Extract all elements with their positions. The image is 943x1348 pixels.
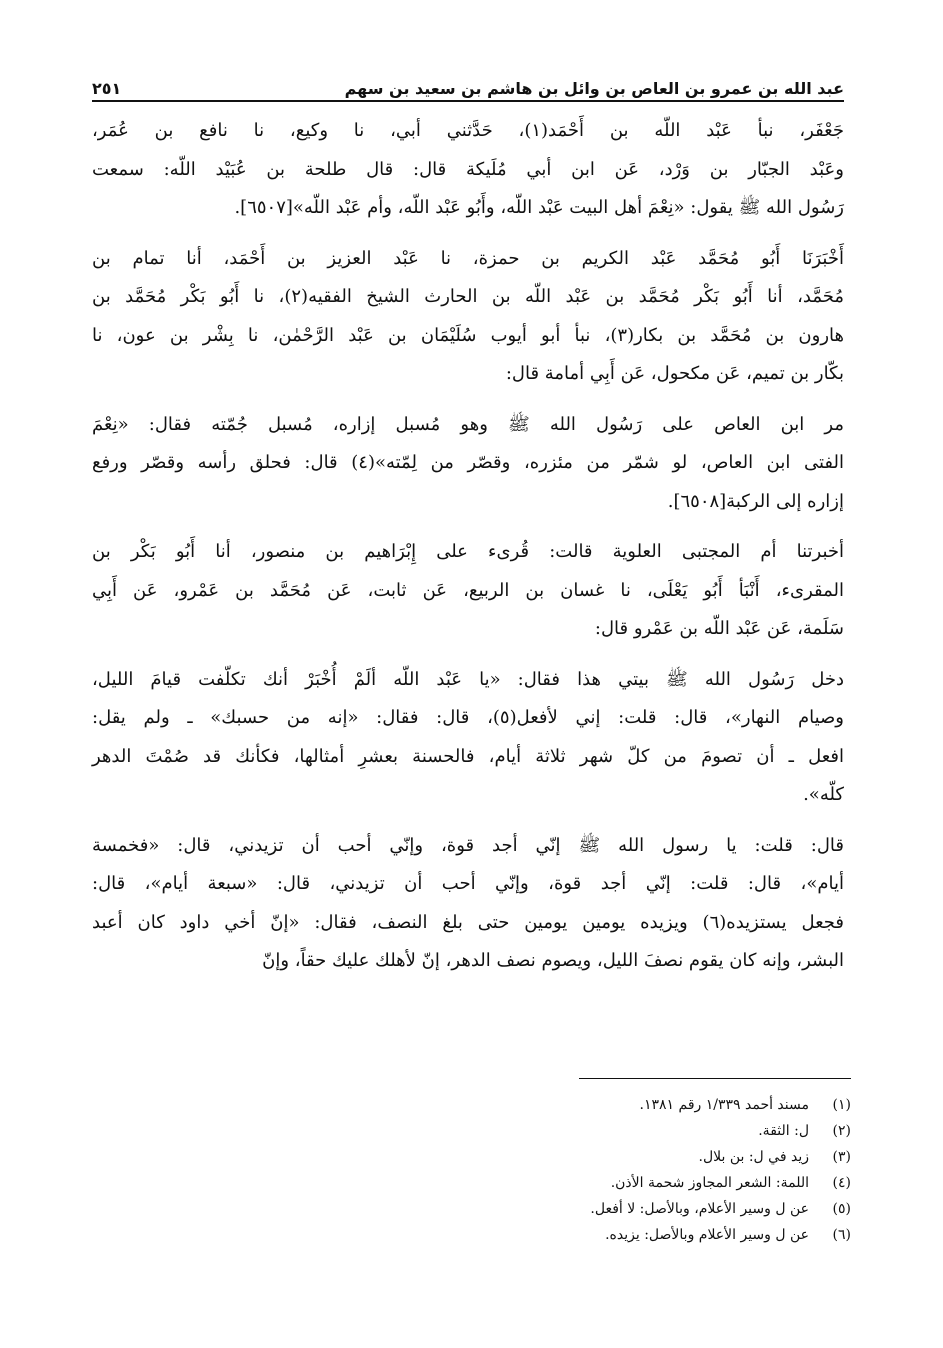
footnote-text: زيد في ل: بن بلال. xyxy=(698,1149,809,1165)
footnote-number: (١) xyxy=(832,1097,851,1113)
book-page xyxy=(92,58,844,993)
text-line: مر ابن العاص على رَسُول الله ﷺ وهو مُسبل إزاره، مُسبل جُمّته فقال: «نِعْمَ xyxy=(92,413,844,435)
text-line: المقرىء، أَنْبَأ أَبُو يَعْلَى، نا غسان بن الربيع، عَن ثابت، عَن مُحَمَّد بن عَمْرو، عَن أَبِي xyxy=(92,579,844,601)
footnote-number: (٣) xyxy=(832,1149,851,1165)
footnote xyxy=(99,1144,851,1170)
text-line: وعَبْد الجبّار بن وَرْد، عَن ابن أبي مُلَيكة قال: قال طلحة بن عُبَيْد اللّه: سمعت xyxy=(92,158,844,180)
text-line: قال: قلت: يا رسول الله ﷺ إنّي أجد قوة، وإنّي أحب أن تزيدني، قال: «فخمسة xyxy=(92,834,844,856)
footnote-text: ل: الثقة. xyxy=(758,1123,809,1139)
footnote xyxy=(99,1222,851,1248)
footnote-number: (٥) xyxy=(832,1201,851,1217)
footnote-number: (٦) xyxy=(832,1227,851,1243)
text-line: فجعل يستزيده(٦) ويزيده يومين يومين حتى بلغ النصف، فقال: «إنّ أخي داود كان أعبد xyxy=(92,911,844,933)
footnote-text: اللمة: الشعر المجاوز شحمة الأذن. xyxy=(610,1175,809,1191)
text-line: بكّار بن تميم، عَن مكحول، عَن أَبِي أمامة قال: xyxy=(505,363,844,384)
text-line: إزاره إلى الركبة[٦٥٠٨]. xyxy=(667,490,844,512)
paragraph xyxy=(92,661,844,815)
footnote-text: عن ل وسير الأعلام، وبالأصل: لا أفعل. xyxy=(590,1201,809,1217)
paragraph xyxy=(92,533,844,649)
running-header xyxy=(92,58,844,98)
footnote-number: (٢) xyxy=(832,1123,851,1139)
text-line: أخبرتنا أم المجتبى العلوية قالت: قُرىء على إِبْرَاهيم بن منصور، أنا أَبُو بَكْر بن xyxy=(92,541,844,562)
footnote-text: عن ل وسير الأعلام وبالأصل: يزيده. xyxy=(605,1227,809,1243)
text-line: افعل ـ أن تصومَ من كلّ شهر ثلاثة أيام، فالحسنة بعشرِ أمثالها، فكأنك قد صُمْتَ الدهر xyxy=(92,745,844,767)
header-title: عبد الله بن عمرو بن العاص بن وائل بن هاشم بن سعيد بن سهم xyxy=(344,79,844,98)
text-line: البشر، وإنه كان يقوم نصفَ الليل، ويصوم نصف الدهر، إنّ لأهلك عليك حقاً، وإنّ xyxy=(262,950,844,971)
footnote xyxy=(99,1092,851,1118)
paragraph xyxy=(92,827,844,981)
text-line: أَخْبَرَنَا أَبُو مُحَمَّد عَبْد الكريم بن حمزة، نا عَبْد العزيز بن أَحْمَد، أنا تمام بن xyxy=(92,247,844,269)
text-line: جَعْفَر، نبأ عَبْد اللّه بن أَحْمَد(١)، حَدَّثني أبي، نا وكيع، نا نافع بن عُمَر، xyxy=(92,120,844,141)
footnote xyxy=(99,1170,851,1196)
text-line: كلّه». xyxy=(803,784,844,805)
paragraph xyxy=(92,406,844,522)
footnote-separator xyxy=(579,1078,851,1079)
header-rule xyxy=(92,100,844,102)
page-number: ٢٥١ xyxy=(92,79,122,98)
body-text xyxy=(92,112,844,981)
text-line: الفتى ابن العاص، لو شمّر من مئزره، وقصّر من لِمّته»(٤) قال: فحلق رأسه وقصّر ورفع xyxy=(92,452,845,473)
paragraph xyxy=(92,240,844,394)
text-line: هارون بن مُحَمَّد بن بكار(٣)، نبأ أبو أيوب سُلَيْمَان بن عَبْد الرَّحْمٰن، نا بِشْر بن عون، نا xyxy=(92,324,845,346)
footnote-text: مسند أحمد ١/٣٣٩ رقم ١٣٨١. xyxy=(639,1097,809,1113)
footnote xyxy=(99,1118,851,1144)
paragraph xyxy=(92,112,844,228)
text-line: رَسُول الله ﷺ يقول: «نِعْمَ أهل البيت عَبْد اللّه، وأَبُو عَبْد اللّه، وأم عَبْد اللّه»[٦٥٠٧]. xyxy=(234,197,844,218)
text-line: أيام»، قال: قلت: إنّي أجد قوة، وإنّي أحب أن تزيدني، قال: «سبعة أيام»، قال: xyxy=(92,873,844,894)
footnote-number: (٤) xyxy=(832,1175,851,1191)
text-line: سَلَمة، عَن عَبْد اللّه بن عَمْرو قال: xyxy=(594,618,844,639)
text-line: مُحَمَّد، أنا أَبُو بَكْر مُحَمَّد بن عَبْد اللّه بن الحارث الشيخ الفقيه(٢)، نا أَبُو بَكْر مُحَمَّد بن xyxy=(92,286,844,307)
text-line: دخل رَسُول الله ﷺ بيتي هذا فقال: «يا عَبْد اللّه ألَمْ أُخْبَرْ أنك تكلّفت قيامَ الليل، xyxy=(92,668,844,690)
text-line: وصيام النهار»، قال: قلت: إني لأفعل(٥)، قال: فقال: «إنه من حسبك» ـ ولم يقل: xyxy=(92,707,844,728)
footnotes xyxy=(99,1092,851,1248)
footnote xyxy=(99,1196,851,1222)
